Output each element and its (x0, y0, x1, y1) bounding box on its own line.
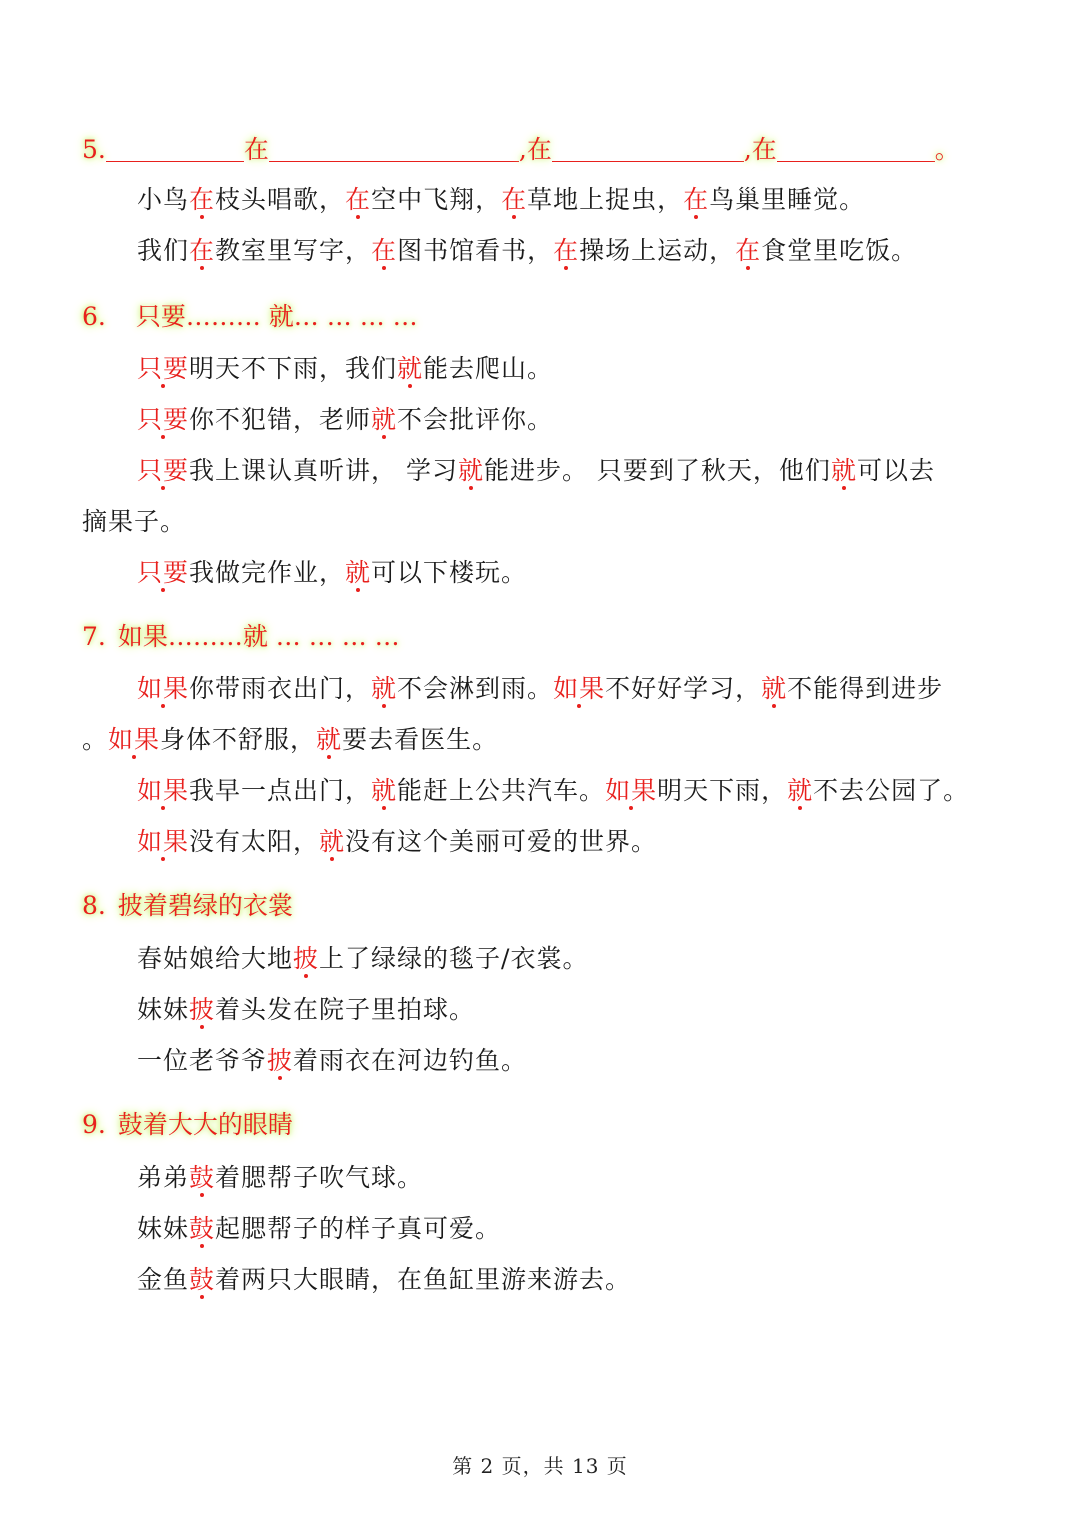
heading-keyword: 。 (934, 135, 960, 164)
sentence-text: 食堂里吃饭。 (761, 236, 918, 265)
example-sentence (82, 723, 498, 757)
keyword-highlight: 如果 (137, 827, 190, 856)
keyword-highlight: 就 (761, 674, 788, 703)
sentence-text: 可以去 (856, 456, 935, 485)
example-sentence (137, 1263, 631, 1297)
example-sentence (137, 942, 588, 976)
sentence-text: 图书馆看书， (397, 236, 554, 265)
heading-text: 如果………就 … … … … (117, 622, 400, 651)
sentence-text: 着腮帮子吹气球。 (215, 1163, 424, 1192)
sentence-text: 一位老爷爷 (137, 1046, 268, 1075)
section-number: 9. (82, 1110, 106, 1139)
keyword-highlight: 如果 (137, 674, 190, 703)
sentence-text: 空中飞翔， (371, 185, 502, 214)
section-heading (82, 620, 400, 654)
section-number: 6. (82, 302, 106, 331)
sentence-text: 上了绿绿的毯子/衣裳。 (319, 944, 589, 973)
sentence-text: 鸟巢里睡觉。 (709, 185, 866, 214)
sentence-text: 妹妹 (137, 995, 190, 1024)
sentence-text: 不能得到进步 (787, 674, 944, 703)
sentence-text: 草地上捉虫， (527, 185, 684, 214)
example-sentence (137, 403, 553, 437)
keyword-highlight: 就 (345, 558, 372, 587)
keyword-highlight: 如果 (137, 776, 190, 805)
keyword-highlight: 在 (345, 185, 372, 214)
keyword-highlight: 在 (735, 236, 762, 265)
example-sentence (137, 825, 657, 859)
sentence-text: 能去爬山。 (423, 354, 554, 383)
fill-in-blank (106, 139, 244, 162)
keyword-highlight: 鼓 (189, 1214, 216, 1243)
keyword-highlight: 只要 (137, 354, 190, 383)
example-sentence (137, 234, 917, 268)
keyword-highlight: 在 (501, 185, 528, 214)
sentence-text: 我做完作业， (189, 558, 346, 587)
sentence-text: 没有这个美丽可爱的世界。 (345, 827, 658, 856)
keyword-highlight: 披 (293, 944, 320, 973)
sentence-text: 金鱼 (137, 1265, 190, 1294)
sentence-text: 。 (82, 725, 109, 754)
keyword-highlight: 鼓 (189, 1163, 216, 1192)
keyword-highlight: 在 (189, 185, 216, 214)
example-sentence (137, 672, 943, 706)
sentence-text: 不会淋到雨。 (397, 674, 554, 703)
keyword-highlight: 如果 (553, 674, 606, 703)
sentence-text: 没有太阳， (189, 827, 320, 856)
keyword-highlight: 鼓 (189, 1265, 216, 1294)
page-footer: 第 2 页，共 13 页 (452, 1454, 628, 1478)
sentence-text: 能进步。 只要到了秋天，他们 (483, 456, 831, 485)
heading-text: 只要……… 就… … … … (135, 302, 418, 331)
keyword-highlight: 就 (316, 725, 343, 754)
fill-in-blank (552, 139, 744, 162)
section-number: 5. (82, 135, 106, 164)
sentence-text: 妹妹 (137, 1214, 190, 1243)
keyword-highlight: 就 (371, 405, 398, 434)
section-heading (82, 300, 418, 334)
sentence-text: 不好好学习， (605, 674, 762, 703)
sentence-text: 你带雨衣出门， (189, 674, 372, 703)
keyword-highlight: 就 (830, 456, 857, 485)
keyword-highlight: 就 (397, 354, 424, 383)
sentence-text: 枝头唱歌， (215, 185, 346, 214)
section-number: 7. (82, 622, 106, 651)
section-heading (82, 1108, 293, 1142)
sentence-text: 要去看医生。 (342, 725, 499, 754)
example-sentence (137, 352, 553, 386)
sentence-text: 着雨衣在河边钓鱼。 (293, 1046, 528, 1075)
heading-text: 鼓着大大的眼睛 (117, 1110, 293, 1139)
sentence-text: 明天下雨， (657, 776, 788, 805)
example-sentence (137, 774, 969, 808)
keyword-highlight: 只要 (137, 558, 190, 587)
example-sentence (137, 1212, 501, 1246)
example-sentence (82, 505, 186, 539)
example-sentence (137, 454, 935, 488)
sentence-text: 操场上运动， (579, 236, 736, 265)
section-heading (82, 133, 960, 167)
example-sentence (137, 183, 865, 217)
section-heading (82, 889, 293, 923)
heading-text: 披着碧绿的衣裳 (117, 891, 293, 920)
keyword-highlight: 在 (683, 185, 710, 214)
keyword-highlight: 就 (319, 827, 346, 856)
keyword-highlight: 如果 (108, 725, 161, 754)
keyword-highlight: 就 (787, 776, 814, 805)
sentence-text: 我们 (137, 236, 190, 265)
sentence-text: 教室里写字， (215, 236, 372, 265)
sentence-text: 起腮帮子的样子真可爱。 (215, 1214, 502, 1243)
sentence-text: 小鸟 (137, 185, 190, 214)
keyword-highlight: 就 (371, 674, 398, 703)
keyword-highlight: 在 (553, 236, 580, 265)
heading-keyword: ,在 (743, 135, 777, 164)
keyword-highlight: 在 (371, 236, 398, 265)
example-sentence (137, 556, 527, 590)
sentence-text: 弟弟 (137, 1163, 190, 1192)
sentence-text: 你不犯错，老师 (189, 405, 372, 434)
fill-in-blank (269, 139, 519, 162)
sentence-text: 可以下楼玩。 (371, 558, 528, 587)
fill-in-blank (777, 139, 935, 162)
example-sentence (137, 993, 475, 1027)
keyword-highlight: 只要 (137, 456, 190, 485)
example-sentence (137, 1044, 527, 1078)
sentence-text: 不会批评你。 (397, 405, 554, 434)
sentence-text: 不去公园了。 (813, 776, 970, 805)
section-number: 8. (82, 891, 106, 920)
sentence-text: 能赶上公共汽车。 (397, 776, 606, 805)
sentence-text: 着两只大眼睛，在鱼缸里游来游去。 (215, 1265, 632, 1294)
sentence-text: 身体不舒服， (160, 725, 317, 754)
keyword-highlight: 就 (371, 776, 398, 805)
sentence-text: 我早一点出门， (189, 776, 372, 805)
example-sentence (137, 1161, 423, 1195)
sentence-text: 摘果子。 (82, 507, 187, 536)
sentence-text: 着头发在院子里拍球。 (215, 995, 476, 1024)
sentence-text: 我上课认真听讲， 学习 (189, 456, 458, 485)
keyword-highlight: 只要 (137, 405, 190, 434)
sentence-text: 明天不下雨，我们 (189, 354, 398, 383)
heading-keyword: 在 (243, 135, 269, 164)
keyword-highlight: 披 (267, 1046, 294, 1075)
heading-keyword: ,在 (518, 135, 552, 164)
keyword-highlight: 就 (457, 456, 484, 485)
keyword-highlight: 披 (189, 995, 216, 1024)
keyword-highlight: 在 (189, 236, 216, 265)
sentence-text: 春姑娘给大地 (137, 944, 294, 973)
keyword-highlight: 如果 (605, 776, 658, 805)
